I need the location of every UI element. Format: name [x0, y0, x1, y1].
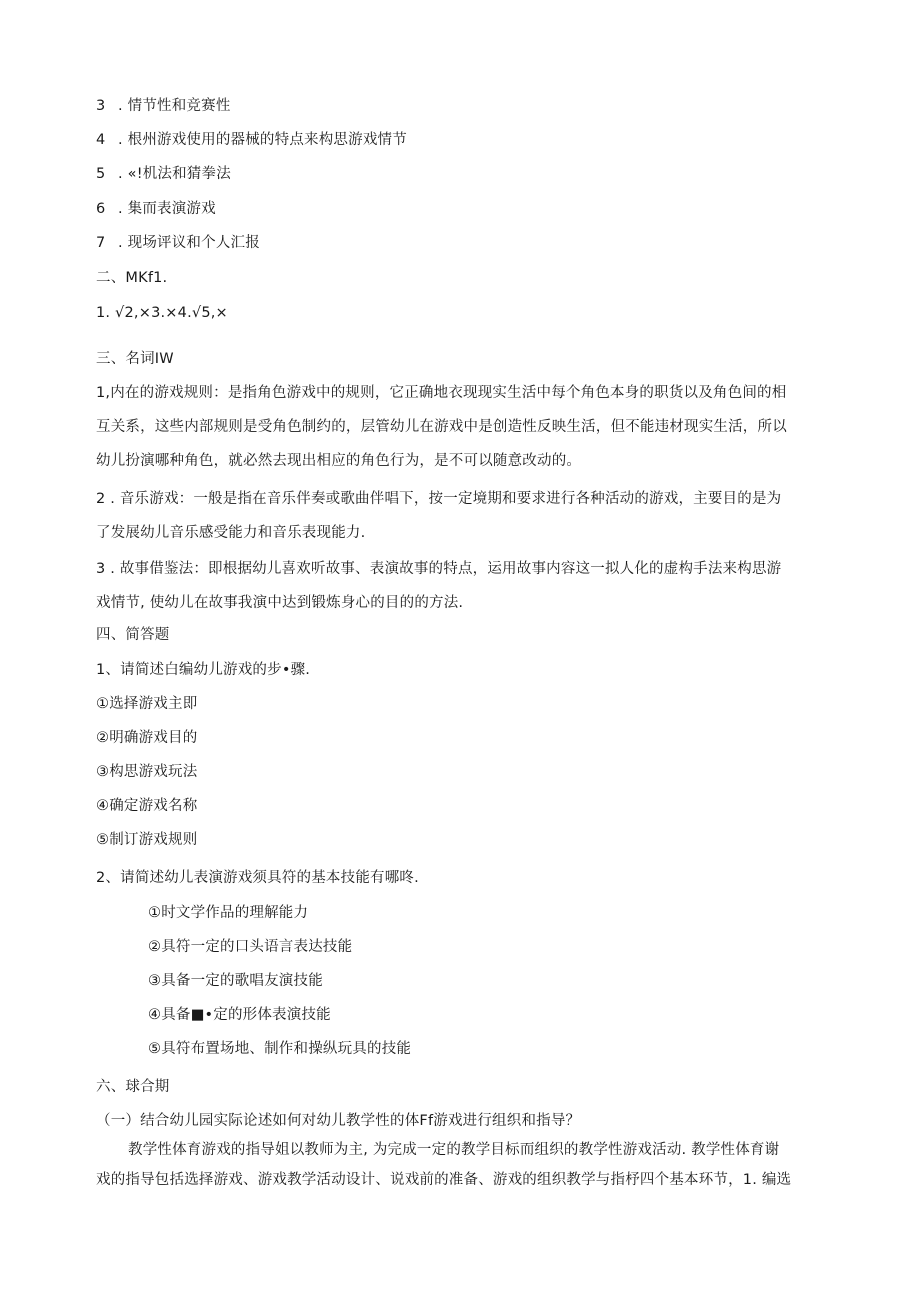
list-item: ②明确游戏目的: [96, 730, 198, 746]
definition-paragraph: 3 . 故事借鉴法：即根据幼儿喜欢听故事、表演故事的特点，运用故事内容这一拟人化的虚构手法来构思游 戏情节, 使幼儿在故事我演中达到锻炼身心的目的的方法.: [96, 561, 782, 611]
section-heading: 二、MKf1.: [96, 270, 168, 286]
list-item: 7 . 现场评议和个人汇报: [96, 235, 260, 251]
list-item: ④确定游戏名称: [96, 798, 198, 814]
definition-paragraph: 1,内在的游戏规则：是指角色游戏中的规则，它正确地衣现现实生活中每个角色本身的职货以及角色间的相 互关系，这些内部规则是受角色制约的，层管幼儿在游戏中是创造性反映生活，但不能违材现实生活，所以 幼儿扮演哪种角色，就必然去现出相应的角色行为，是不可以随意改动的。: [96, 385, 787, 469]
section-heading: 四、简答题: [96, 627, 170, 643]
answer-line: 1. √2,×3.×4.√5,×: [96, 305, 228, 321]
list-item: ③具备一定的歌唱友演技能: [148, 973, 323, 989]
section-heading: 六、球合期: [96, 1079, 170, 1095]
list-item: ①时文学作品的理解能力: [148, 905, 309, 921]
question: （一）结合幼儿园实际论述如何对幼儿教学性的体Ff游戏进行组织和指导？: [96, 1113, 581, 1129]
definition-paragraph: 2 . 音乐游戏：一般是指在音乐伴奏或歌曲伴唱下，按一定境期和要求进行各种活动的游戏，主要目的是为 了发展幼儿音乐感受能力和音乐表现能力.: [96, 491, 782, 541]
body-text-line: 教学性体育游戏的指导姐以教师为主, 为完成一定的教学目标而组织的教学性游戏活动. 教学性体育谢: [128, 1142, 780, 1158]
section-heading: 三、名词IW: [96, 351, 174, 367]
list-item: ②具符一定的口头语言表达技能: [148, 939, 353, 955]
question: 1、请简述白编幼儿游戏的步•骤.: [96, 662, 311, 678]
list-item: 3 . 情节性和竞赛性: [96, 98, 231, 114]
list-item: ⑤具符布置场地、制作和操纵玩具的技能: [148, 1041, 412, 1057]
list-item: 5 . «!机法和猜拳法: [96, 166, 231, 182]
list-item: ⑤制订游戏规则: [96, 832, 198, 848]
body-text-line: 戏的指导包括选择游戏、游戏教学活动设计、说戏前的准备、游戏的组织教学与指杼四个基本环节，1. 编选: [96, 1172, 792, 1188]
list-item: ④具备■•定的形体表演技能: [148, 1007, 331, 1023]
list-item: ①选择游戏主即: [96, 696, 198, 712]
question: 2、请简述幼儿表演游戏须具符的基本技能有哪咚.: [96, 870, 419, 886]
list-item: ③构思游戏玩法: [96, 764, 198, 780]
list-item: 4 . 根州游戏使用的器械的特点来构思游戏情节: [96, 132, 407, 148]
list-item: 6 . 集而表演游戏: [96, 201, 216, 217]
